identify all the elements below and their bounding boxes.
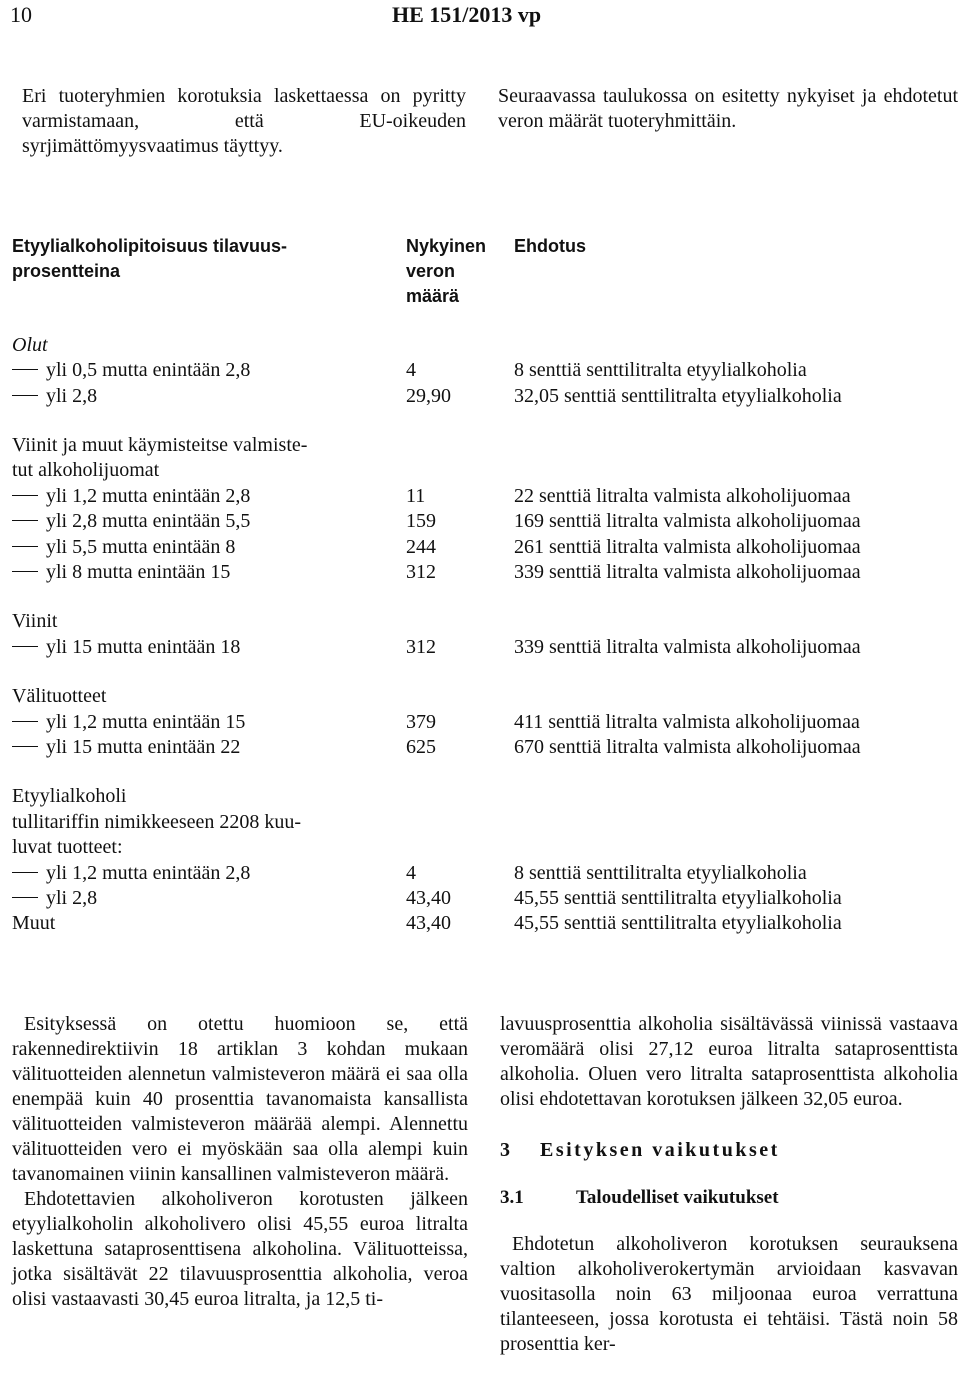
header-text: määrä (406, 286, 460, 306)
intro-left-text: Eri tuoteryhmien korotuksia laskettaessa on pyritty varmistamaan, että EU-oikeuden syrjimättömyysvaatimus täyttyy. (22, 85, 466, 157)
row-label (12, 358, 398, 383)
row-label (12, 384, 398, 409)
row-proposal: 45,55 senttiä senttilitralta etyylialkoholia (514, 887, 842, 909)
header-text: Ehdotus (514, 236, 586, 256)
group-label: Välituotteet (12, 685, 107, 707)
subsection-title: Taloudelliset vaikutukset (576, 1187, 779, 1208)
row-label (12, 560, 398, 585)
body-paragraph: Ehdotetun alkoholiveron korotuksen seurauksena valtion alkoholiverokertymän arvioidaan kasvavan vuositasolla noin 63 miljoonaa euroa verrattuna tilanteeseen, jossa korotusta ei tehtäisi. Tästä noin 58 prosenttia ker- (500, 1233, 958, 1355)
section-heading (500, 1138, 958, 1163)
intro-right-paragraph (498, 84, 958, 134)
group-label: Etyylialkoholi (12, 785, 127, 807)
row-label-text: yli 2,8 mutta enintään 5,5 (46, 510, 251, 532)
row-current: 379 (406, 711, 436, 733)
row-proposal: 32,05 senttiä senttilitralta etyylialkoholia (514, 385, 842, 407)
body-left-column (12, 1012, 468, 1312)
intro-right-text: Seuraavassa taulukossa on esitetty nykyiset ja ehdotetut veron määrät tuoteryhmittäin. (498, 85, 958, 132)
dash-marker (12, 646, 38, 647)
header-text: prosentteina (12, 261, 121, 281)
row-label (12, 911, 398, 936)
section-number: 3 (500, 1139, 513, 1161)
row-proposal: 8 senttiä senttilitralta etyylialkoholia (514, 359, 807, 381)
table-header-current-tax (406, 234, 506, 309)
table-header-proposal (514, 234, 814, 259)
row-label-text: yli 1,2 mutta enintään 2,8 (46, 485, 251, 507)
row-label-text: yli 0,5 mutta enintään 2,8 (46, 359, 251, 381)
row-current: 29,90 (406, 385, 451, 407)
row-current: 625 (406, 736, 436, 758)
row-label-text: yli 2,8 (46, 385, 98, 407)
row-proposal: 22 senttiä litralta valmista alkoholijuomaa (514, 485, 851, 507)
table-header-alcohol-content (12, 234, 372, 284)
row-current: 4 (406, 862, 416, 884)
row-label-text: yli 5,5 mutta enintään 8 (46, 536, 236, 558)
page-number: 10 (10, 2, 32, 27)
row-proposal: 169 senttiä litralta valmista alkoholijuomaa (514, 510, 861, 532)
row-label-text: yli 8 mutta enintään 15 (46, 561, 231, 583)
row-label (12, 886, 398, 911)
row-label (12, 735, 398, 760)
group-label: luvat tuotteet: (12, 836, 123, 858)
group-label: tut alkoholijuomat (12, 459, 160, 481)
row-current: 4 (406, 359, 416, 381)
dash-marker (12, 571, 38, 572)
row-proposal: 8 senttiä senttilitralta etyylialkoholia (514, 862, 807, 884)
row-current: 43,40 (406, 887, 451, 909)
group-label: tullitariffin nimikkeeseen 2208 kuu- (12, 811, 302, 833)
row-label (12, 635, 398, 660)
row-proposal: 411 senttiä litralta valmista alkoholijuomaa (514, 711, 860, 733)
subsection-number: 3.1 (500, 1187, 524, 1208)
row-current: 159 (406, 510, 436, 532)
dash-marker (12, 872, 38, 873)
row-label-text: yli 1,2 mutta enintään 15 (46, 711, 246, 733)
row-label (12, 861, 398, 886)
row-current: 312 (406, 561, 436, 583)
row-label (12, 509, 398, 534)
row-current: 244 (406, 536, 436, 558)
dash-marker (12, 897, 38, 898)
row-proposal: 45,55 senttiä senttilitralta etyylialkoholia (514, 912, 842, 934)
document-id: HE 151/2013 vp (392, 2, 542, 27)
row-proposal: 670 senttiä litralta valmista alkoholijuomaa (514, 736, 861, 758)
group-label: Viinit (12, 610, 58, 632)
row-proposal: 261 senttiä litralta valmista alkoholijuomaa (514, 536, 861, 558)
row-current: 312 (406, 636, 436, 658)
row-current: 43,40 (406, 912, 451, 934)
dash-marker (12, 369, 38, 370)
row-label (12, 710, 398, 735)
row-label (12, 535, 398, 560)
dash-marker (12, 520, 38, 521)
dash-marker (12, 546, 38, 547)
row-label-text: yli 2,8 (46, 887, 98, 909)
row-proposal: 339 senttiä litralta valmista alkoholijuomaa (514, 636, 861, 658)
row-current: 11 (406, 485, 426, 507)
body-paragraph: Esityksessä on otettu huomioon se, että rakennedirektiivin 18 artiklan 3 kohdan mukaan välituotteiden alennetun valmisteveron määrä ei saa olla enempää kuin 40 prosenttia tavanomaista kansallista välituotteiden valmisteveron määrää alempi. Alennettu välituotteiden vero ei myöskään saa olla alempi kuin tavanomainen viinin kansallinen valmisteveron määrä. (12, 1013, 468, 1185)
dash-marker (12, 721, 38, 722)
header-text: veron (406, 261, 456, 281)
row-label-text: yli 1,2 mutta enintään 2,8 (46, 862, 251, 884)
intro-left-paragraph (22, 84, 466, 159)
header-text: Etyylialkoholipitoisuus tilavuus- (12, 236, 288, 256)
section-title: Esityksen vaikutukset (540, 1139, 780, 1161)
row-label (12, 484, 398, 509)
body-right-column (500, 1012, 958, 1357)
row-proposal: 339 senttiä litralta valmista alkoholijuomaa (514, 561, 861, 583)
group-label: Olut (12, 334, 48, 356)
group-label: Viinit ja muut käymisteitse valmiste- (12, 434, 308, 456)
body-paragraph: lavuusprosenttia alkoholia sisältävässä viinissä vastaava veromäärä olisi 27,12 euroa litralta sataprosenttista alkoholia. Oluen vero litralta sataprosenttista alkoholia olisi ehdotettavan korotuksen jälkeen 32,05 euroa. (500, 1013, 958, 1110)
subsection-heading (500, 1185, 958, 1210)
dash-marker (12, 746, 38, 747)
row-label-text: yli 15 mutta enintään 22 (46, 736, 241, 758)
row-label-text: yli 15 mutta enintään 18 (46, 636, 241, 658)
header-text: Nykyinen (406, 236, 487, 256)
dash-marker (12, 395, 38, 396)
dash-marker (12, 495, 38, 496)
row-label-text: Muut (12, 912, 56, 934)
body-paragraph: Ehdotettavien alkoholiveron korotusten jälkeen etyylialkoholin alkoholivero olisi 45,55 euroa litralta laskettuna sataprosenttisena alkoholina. Välituotteissa, jotka sisältävät 22 tilavuusprosenttia alkoholia, veroa olisi vastaavasti 30,45 euroa litralta, ja 12,5 ti- (12, 1188, 468, 1310)
